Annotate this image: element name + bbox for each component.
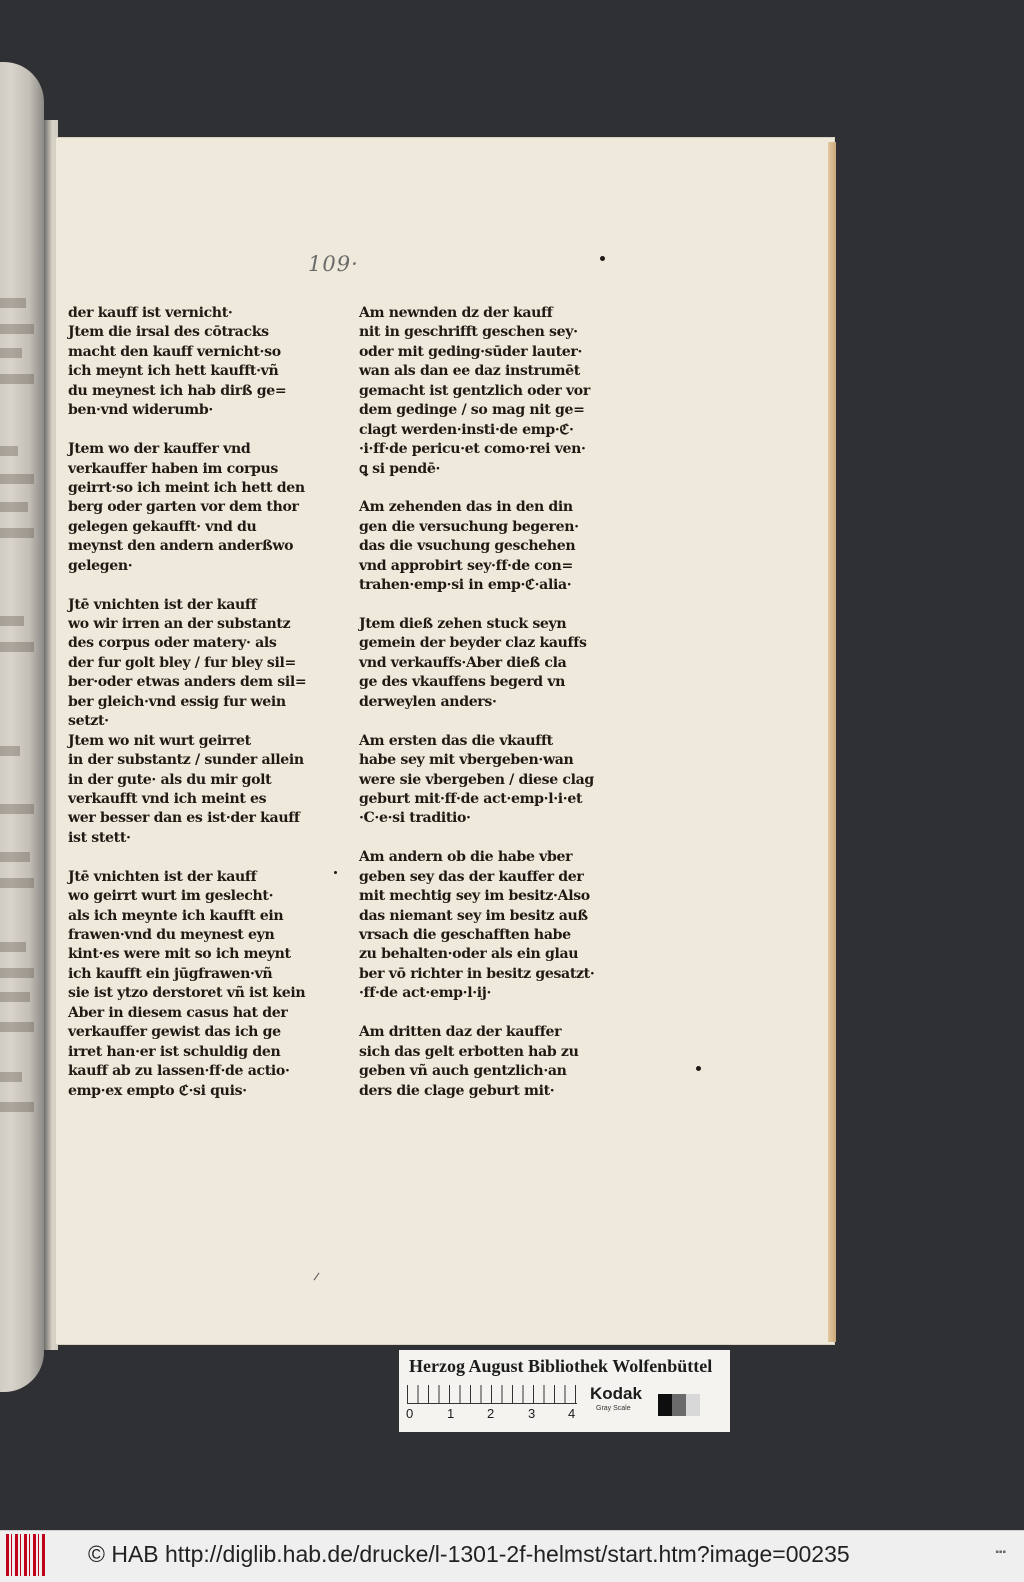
- text-line: verkauffer gewist das ich ge: [68, 1024, 281, 1041]
- text-line: ·ff·de act·emp·l·ij·: [359, 985, 492, 1002]
- text-line: wan als dan ee daz instrumēt: [359, 363, 580, 380]
- paragraph-gap: [68, 848, 304, 867]
- text-line: du meynest ich hab dirß ge=: [68, 382, 287, 399]
- paragraph-gap: [68, 576, 304, 595]
- text-line: sie ist ytzo derstoret vñ ist kein: [68, 985, 306, 1002]
- text-line: das die vsuchung geschehen: [359, 538, 576, 555]
- gray-scale-label: Gray Scale: [596, 1405, 631, 1412]
- text-line: in der substantz / sunder allein: [68, 752, 304, 769]
- text-line: wo wir irren an der substantz: [68, 616, 291, 632]
- paragraph-gap: [68, 421, 304, 440]
- text-line: zu behalten·oder als ein glau: [359, 946, 579, 963]
- page-edge: [828, 142, 836, 1342]
- text-line: gen die versuchung begeren·: [359, 518, 579, 535]
- text-line: gemein der beyder claz kauffs: [359, 635, 587, 652]
- text-line: Jtem wo der kauffer vnd: [68, 441, 251, 458]
- text-line: ist stett·: [68, 829, 131, 846]
- text-line: ge des vkauffens begerd vn: [359, 674, 566, 691]
- text-line: were sie vbergeben / diese clag: [359, 771, 594, 788]
- text-line: ich kaufft ein jūgfrawen·vñ: [68, 965, 273, 982]
- text-line: geben sey das der kauffer der: [359, 868, 584, 885]
- text-line: ber gleich·vnd essig fur wein: [68, 693, 286, 710]
- folio-number: 109·: [308, 252, 359, 276]
- ink-speck: [334, 871, 337, 874]
- text-line: dem gedinge / so mag nit ge=: [359, 402, 585, 419]
- text-line: ben·vnd widerumb·: [68, 402, 213, 419]
- text-line: sich das gelt erbotten hab zu: [359, 1043, 579, 1060]
- text-line: habe sey mit vbergeben·wan: [359, 752, 574, 769]
- ink-speck: [600, 256, 605, 261]
- text-line: meynst den andern anderßwo: [68, 538, 294, 555]
- text-line: ·i·ff·de pericu·et como·rei ven·: [359, 441, 586, 458]
- text-line: in der gute· als du mir golt: [68, 771, 272, 788]
- paragraph-gap: [359, 829, 595, 848]
- text-line: trahen·emp·si in emp·ℭ·alia·: [359, 577, 572, 594]
- text-line: vrsach die geschafften habe: [359, 927, 571, 943]
- source-url[interactable]: © HAB http://diglib.hab.de/drucke/l-1301-2f-helmst/start.htm?image=00235: [88, 1541, 850, 1567]
- text-line: wer besser dan es ist·der kauff: [68, 810, 300, 827]
- text-line: Am newnden dz der kauff: [359, 305, 553, 321]
- text-line: wo geirrt wurt im geslecht·: [68, 888, 274, 905]
- library-name: Herzog August Bibliothek Wolfenbüttel: [409, 1356, 713, 1376]
- text-line: Jtem dieß zehen stuck seyn: [359, 616, 567, 632]
- gray-swatch-black: [658, 1394, 672, 1416]
- text-line: geirrt·so ich meint ich hett den: [68, 479, 305, 496]
- ruler-number: 2: [487, 1406, 495, 1421]
- text-line: kauff ab zu lassen·ff·de actio·: [68, 1063, 290, 1080]
- paragraph-gap: [359, 479, 595, 498]
- ink-speck: [696, 1066, 701, 1071]
- text-line: gelegen·: [68, 557, 133, 574]
- text-line: ber·oder etwas anders dem sil=: [68, 674, 307, 691]
- text-line: setzt·: [68, 713, 109, 730]
- gray-swatch-light: [686, 1394, 700, 1416]
- paper-mark: [314, 1273, 320, 1281]
- text-line: geben vñ auch gentzlich·an: [359, 1063, 567, 1080]
- text-line: des corpus oder matery· als: [68, 635, 277, 652]
- kodak-brand: Kodak: [590, 1384, 642, 1403]
- ruler-number: 4: [568, 1406, 576, 1421]
- paragraph-gap: [359, 712, 595, 731]
- text-line: Am ersten das die vkaufft: [359, 732, 553, 749]
- paragraph-gap: [359, 596, 595, 615]
- text-line: Jtem die irsal des cōtracks: [68, 324, 269, 341]
- book-page: [56, 138, 834, 1344]
- text-line: kint·es were mit so ich meynt: [68, 946, 291, 963]
- text-line: mit mechtig sey im besitz·Also: [359, 888, 590, 905]
- ruler-number: 3: [528, 1406, 536, 1421]
- text-line: ·C·e·si traditio·: [359, 810, 471, 827]
- text-line: Jtem wo nit wurt geirret: [68, 732, 251, 749]
- text-line: verkaufft vnd ich meint es: [68, 790, 267, 807]
- text-line: als ich meynte ich kaufft ein: [68, 907, 284, 924]
- paragraph-gap: [359, 1004, 595, 1023]
- text-line: oder mit geding·sūder lauter·: [359, 343, 583, 360]
- text-line: das niemant sey im besitz auß: [359, 907, 588, 924]
- footer-bar: [0, 1530, 1024, 1582]
- ruler-number: 0: [406, 1406, 414, 1421]
- text-line: der kauff ist vernicht·: [68, 305, 233, 321]
- text-column-right: [359, 304, 595, 1101]
- text-line: derweylen anders·: [359, 693, 497, 710]
- text-line: ich meynt ich hett kaufft·vñ: [68, 363, 279, 380]
- text-line: geburt mit·ff·de act·emp·l·i·et: [359, 790, 583, 807]
- text-line: frawen·vnd du meynest eyn: [68, 927, 275, 943]
- text-line: der fur golt bley / fur bley sil=: [68, 654, 296, 671]
- text-line: ber vō richter in besitz gesatzt·: [359, 965, 595, 982]
- text-line: gemacht ist gentzlich oder vor: [359, 382, 590, 399]
- text-line: Jtē vnichten ist der kauff: [68, 868, 257, 885]
- gray-swatch-mid: [672, 1394, 686, 1416]
- text-line: Am dritten daz der kauffer: [359, 1024, 562, 1041]
- text-line: vnd approbirt sey·ff·de con=: [359, 557, 573, 574]
- text-line: berg oder garten vor dem thor: [68, 499, 299, 516]
- text-line: emp·ex empto ℭ·si quis·: [68, 1082, 247, 1099]
- footer-end-mark: ▪▪▪: [995, 1547, 1006, 1558]
- color-reference-card: [399, 1350, 730, 1432]
- scale-ruler: [407, 1385, 577, 1404]
- text-line: clagt werden·insti·de emp·ℭ·: [359, 421, 574, 438]
- hab-logo-icon: [6, 1534, 46, 1576]
- text-line: ders die clage geburt mit·: [359, 1082, 555, 1099]
- text-line: irret han·er ist schuldig den: [68, 1043, 281, 1060]
- text-line: Jtē vnichten ist der kauff: [68, 596, 257, 613]
- text-line: Am zehenden das in den din: [359, 499, 573, 516]
- facing-page-edge: [0, 62, 44, 1392]
- text-line: vnd verkauffs·Aber dieß cla: [359, 654, 567, 671]
- text-line: macht den kauff vernicht·so: [68, 343, 281, 360]
- text-line: nit in geschrifft geschen sey·: [359, 324, 578, 341]
- text-line: ꝗ si pendē·: [359, 460, 440, 477]
- text-line: Am andern ob die habe vber: [359, 849, 573, 866]
- ruler-number: 1: [447, 1406, 455, 1421]
- text-line: gelegen gekaufft· vnd du: [68, 518, 257, 535]
- text-line: Aber in diesem casus hat der: [68, 1004, 288, 1021]
- text-column-left: [68, 304, 307, 1101]
- text-line: verkauffer haben im corpus: [68, 460, 279, 477]
